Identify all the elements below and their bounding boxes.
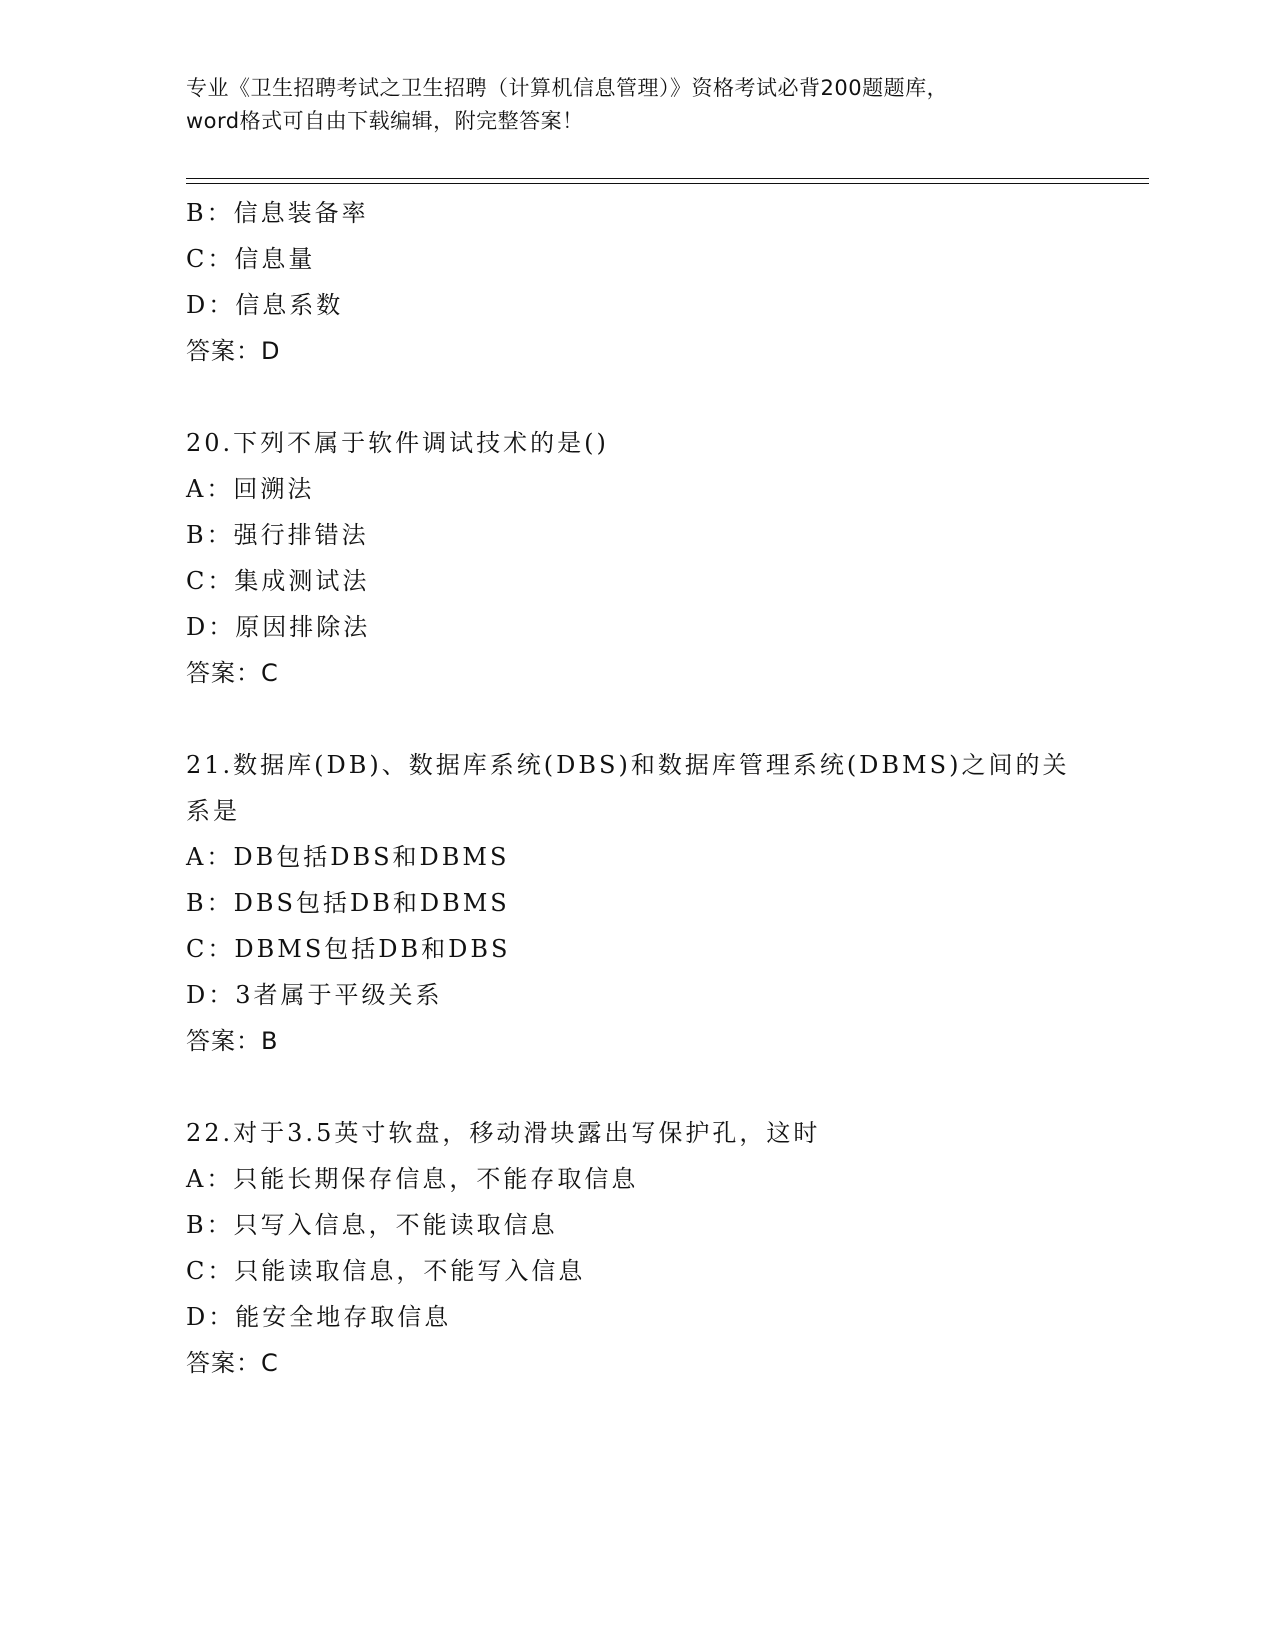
question-stem-continued: 系是	[186, 797, 240, 825]
answer-line: 答案：C	[186, 1349, 279, 1377]
option-d: D：原因排除法	[186, 613, 371, 641]
option-b: B：只写入信息，不能读取信息	[186, 1211, 558, 1239]
option-c: C：DBMS包括DB和DBS	[186, 935, 511, 963]
continued-question	[186, 190, 1086, 374]
answer-line: 答案：B	[186, 1027, 279, 1055]
option-d: D：信息系数	[186, 291, 344, 319]
option-d: D：3者属于平级关系	[186, 981, 443, 1009]
option-a: A：只能长期保存信息，不能存取信息	[186, 1165, 639, 1193]
option-c: C：集成测试法	[186, 567, 370, 595]
option-a: A：回溯法	[186, 475, 315, 503]
question-stem: 20.下列不属于软件调试技术的是()	[186, 429, 609, 457]
header-title-line-1: 专业《卫生招聘考试之卫生招聘（计算机信息管理）》资格考试必背200题题库，	[186, 76, 949, 100]
question-21	[186, 742, 1086, 1064]
option-d: D：能安全地存取信息	[186, 1303, 452, 1331]
option-b: B：信息装备率	[186, 199, 369, 227]
option-c: C：信息量	[186, 245, 316, 273]
question-22	[186, 1110, 1086, 1386]
question-20	[186, 420, 1086, 696]
option-b: B：DBS包括DB和DBMS	[186, 889, 510, 917]
option-b: B：强行排错法	[186, 521, 369, 549]
document-header	[186, 72, 1086, 138]
answer-line: 答案：C	[186, 659, 279, 687]
question-stem: 21.数据库(DB)、数据库系统(DBS)和数据库管理系统(DBMS)之间的关	[186, 751, 1070, 779]
header-title-line-2: word格式可自由下载编辑，附完整答案！	[186, 109, 584, 133]
header-rule-bottom	[186, 183, 1149, 184]
question-list	[186, 190, 1086, 1386]
header-rule-top	[186, 178, 1149, 179]
option-a: A：DB包括DBS和DBMS	[186, 843, 510, 871]
question-stem: 22.对于3.5英寸软盘，移动滑块露出写保护孔，这时	[186, 1119, 821, 1147]
answer-line: 答案：D	[186, 337, 281, 365]
option-c: C：只能读取信息，不能写入信息	[186, 1257, 586, 1285]
